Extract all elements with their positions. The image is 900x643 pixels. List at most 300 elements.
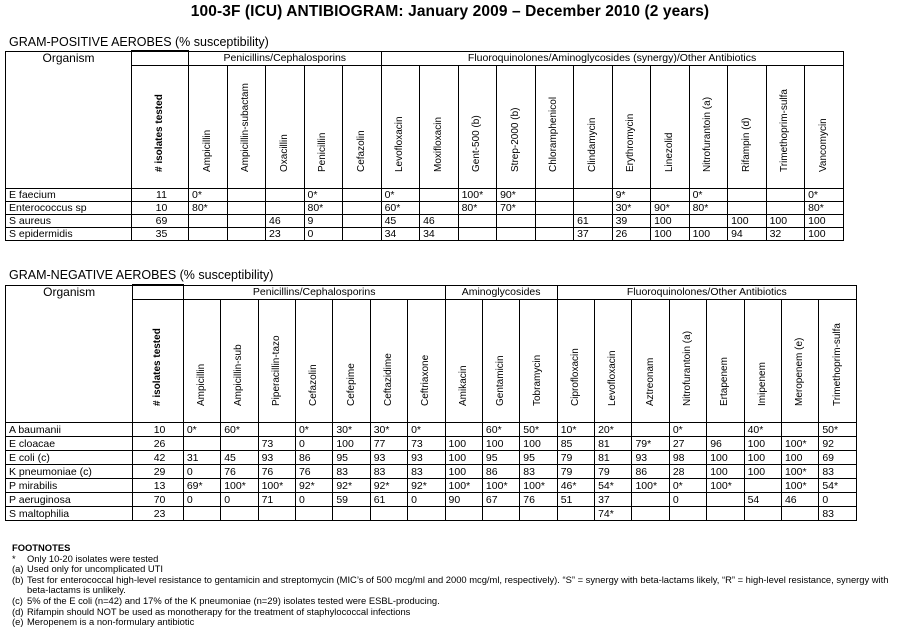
column-header-label: Ceftriaxone [420,354,432,406]
organism-name: E faecium [6,189,132,202]
susceptibility-cell: 23 [133,507,184,521]
susceptibility-cell: 100 [766,215,805,228]
susceptibility-cell: 31 [183,451,220,465]
column-header-label: Erythromycin [625,113,637,172]
susceptibility-cell: 100* [781,437,818,451]
susceptibility-cell [258,507,295,521]
organism-name: S aureus [6,215,132,228]
susceptibility-cell: 0 [304,228,343,241]
susceptibility-cell [781,507,818,521]
table-row [6,215,844,228]
drug-group-label: Aminoglycosides [445,285,557,300]
column-header [132,66,189,189]
susceptibility-cell: 90* [651,202,690,215]
gram-negative-table [5,284,857,521]
table-row [6,507,857,521]
column-header-label: Nitrofurantoin (a) [682,330,693,406]
organism-name: Enterococcus sp [6,202,132,215]
column-header-label: Trimethoprim-sulfa [831,323,843,406]
organism-label: Organism [43,285,96,299]
susceptibility-cell: 100 [445,437,482,451]
column-header-label: Cefepime [345,363,357,406]
susceptibility-cell: 86 [482,465,519,479]
susceptibility-cell: 100* [445,479,482,493]
table-row [6,493,857,507]
column-header-label: Trimethoprim-sulfa [779,89,791,172]
susceptibility-cell [707,423,744,437]
susceptibility-cell: 0 [295,493,332,507]
susceptibility-cell [766,189,805,202]
susceptibility-cell: 26 [612,228,651,241]
susceptibility-cell: 45 [221,451,258,465]
column-header-label: Ampicillin [201,129,213,172]
column-header [258,300,295,423]
organism-name: P mirabilis [6,479,133,493]
susceptibility-cell [728,189,767,202]
susceptibility-cell: 95 [520,451,557,465]
susceptibility-cell [227,215,266,228]
susceptibility-cell: 0 [408,493,445,507]
column-header [333,300,370,423]
susceptibility-cell: 77 [370,437,407,451]
column-header-label: Oxacillin [278,134,290,172]
susceptibility-cell: 51 [557,493,594,507]
column-header-label: Piperacillin-tazo [270,335,282,406]
column-header [497,66,536,189]
susceptibility-cell: 45 [381,215,420,228]
susceptibility-cell [420,202,459,215]
susceptibility-cell: 92 [819,437,857,451]
gram-negative-heading: GRAM-NEGATIVE AEROBES (% susceptibility) [9,268,274,282]
column-header [781,300,818,423]
susceptibility-cell: 100 [333,437,370,451]
column-header-label: # isolates tested [152,328,164,406]
susceptibility-cell [420,189,459,202]
susceptibility-cell: 86 [295,451,332,465]
susceptibility-cell: 61 [370,493,407,507]
susceptibility-cell [632,423,669,437]
susceptibility-cell: 95 [333,451,370,465]
table-row [6,202,844,215]
column-header-label: Chloramphenicol [548,96,560,172]
susceptibility-cell: 46 [781,493,818,507]
susceptibility-cell: 28 [669,465,706,479]
column-header [482,300,519,423]
table-row [6,228,844,241]
column-header [651,66,690,189]
susceptibility-cell: 35 [132,228,189,241]
column-header-label: Ampicillin [196,363,208,406]
susceptibility-cell [574,189,613,202]
susceptibility-cell: 100 [651,215,690,228]
susceptibility-cell: 26 [133,437,184,451]
footnote-key: (e) [12,616,24,628]
susceptibility-cell: 79 [557,465,594,479]
column-header [221,300,258,423]
column-header-label: Ceftazidime [382,353,394,406]
susceptibility-cell: 81 [595,437,632,451]
susceptibility-cell: 50* [819,423,857,437]
susceptibility-cell [744,507,781,521]
susceptibility-cell: 90* [497,189,536,202]
susceptibility-cell [744,479,781,493]
susceptibility-cell: 37 [595,493,632,507]
susceptibility-cell: 83 [819,465,857,479]
susceptibility-cell: 10 [132,202,189,215]
susceptibility-cell: 80* [689,202,728,215]
susceptibility-cell: 92* [333,479,370,493]
susceptibility-cell: 100* [781,465,818,479]
column-header-label: Rifampin (d) [740,117,752,172]
susceptibility-cell [295,507,332,521]
organism-name: S epidermidis [6,228,132,241]
susceptibility-cell: 20* [595,423,632,437]
column-header [689,66,728,189]
susceptibility-cell: 79* [632,437,669,451]
column-header [227,66,266,189]
column-header-label: Ertapenem [719,357,731,406]
susceptibility-cell: 54* [819,479,857,493]
susceptibility-cell: 29 [133,465,184,479]
susceptibility-cell: 9 [304,215,343,228]
column-header [183,300,220,423]
footnote-key: (b) [12,573,24,585]
susceptibility-cell: 54* [595,479,632,493]
column-header-label: Gentamicin [495,355,507,406]
susceptibility-cell: 100 [781,451,818,465]
susceptibility-cell: 11 [132,189,189,202]
susceptibility-cell [343,189,382,202]
susceptibility-cell [651,189,690,202]
susceptibility-cell: 79 [557,451,594,465]
susceptibility-cell: 100 [707,451,744,465]
susceptibility-cell: 69* [183,479,220,493]
susceptibility-cell: 9* [612,189,651,202]
susceptibility-cell: 100 [445,451,482,465]
susceptibility-cell: 100* [458,189,497,202]
susceptibility-cell: 94 [728,228,767,241]
organism-name: E cloacae [6,437,133,451]
table-row [6,479,857,493]
table-row [6,465,857,479]
column-header [744,300,781,423]
susceptibility-cell: 80* [805,202,844,215]
susceptibility-cell: 0* [189,189,228,202]
susceptibility-cell [227,228,266,241]
susceptibility-cell: 70* [497,202,536,215]
column-header [420,66,459,189]
susceptibility-cell [266,189,305,202]
footnote-item [12,575,897,596]
column-header [370,300,407,423]
susceptibility-cell: 59 [333,493,370,507]
susceptibility-cell [728,202,767,215]
column-header [381,66,420,189]
susceptibility-cell [227,189,266,202]
susceptibility-cell [632,493,669,507]
susceptibility-cell [183,507,220,521]
column-header [574,66,613,189]
susceptibility-cell [707,493,744,507]
susceptibility-cell: 23 [266,228,305,241]
susceptibility-cell [574,202,613,215]
footnote-text: Meropenem is a non-formulary antibiotic [27,616,195,628]
susceptibility-cell [535,189,574,202]
susceptibility-cell: 80* [189,202,228,215]
susceptibility-cell: 100 [651,228,690,241]
susceptibility-cell: 46 [420,215,459,228]
column-header [805,66,844,189]
organism-name: E coli (c) [6,451,133,465]
gram-positive-heading: GRAM-POSITIVE AEROBES (% susceptibility) [9,35,269,49]
susceptibility-cell: 100 [805,228,844,241]
table-row [6,189,844,202]
susceptibility-cell: 54 [744,493,781,507]
susceptibility-cell: 100 [520,437,557,451]
organism-name: S maltophilia [6,507,133,521]
page-title: 100-3F (ICU) ANTIBIOGRAM: January 2009 – December 2010 (2 years) [190,3,710,20]
footnotes [12,543,897,628]
susceptibility-cell: 0 [819,493,857,507]
column-header-label: Aztreonam [644,357,656,406]
column-header-label: Levofloxacin [394,116,406,172]
footnote-text: Used only for uncomplicated UTI [27,563,163,575]
table-row [6,451,857,465]
susceptibility-cell: 10* [557,423,594,437]
organism-header [6,285,133,423]
susceptibility-cell: 46* [557,479,594,493]
column-header [819,300,857,423]
column-header [669,300,706,423]
susceptibility-cell [557,507,594,521]
group-blank [132,51,189,66]
susceptibility-cell: 0 [669,493,706,507]
susceptibility-cell: 0* [669,479,706,493]
column-header-label: Cefazolin [308,364,320,406]
susceptibility-cell: 60* [381,202,420,215]
column-header [766,66,805,189]
column-header-label: Tobramycin [532,354,544,406]
susceptibility-cell: 70 [133,493,184,507]
column-header [295,300,332,423]
susceptibility-cell [458,228,497,241]
column-header-label: Ciprofloxacin [569,348,581,406]
column-header-row [6,66,844,189]
susceptibility-cell: 92* [370,479,407,493]
footnote-key: (a) [12,563,24,575]
column-header [189,66,228,189]
susceptibility-cell [227,202,266,215]
column-header-label: Vancomycin [817,118,829,172]
susceptibility-cell: 74* [595,507,632,521]
susceptibility-cell: 0* [408,423,445,437]
susceptibility-cell: 32 [766,228,805,241]
susceptibility-cell: 83 [819,507,857,521]
susceptibility-cell: 76 [221,465,258,479]
susceptibility-cell: 79 [595,465,632,479]
susceptibility-cell: 30* [370,423,407,437]
table-row [6,437,857,451]
susceptibility-cell: 0* [381,189,420,202]
susceptibility-cell: 100 [445,465,482,479]
susceptibility-cell: 83 [333,465,370,479]
footnote-key: (c) [12,594,23,606]
column-header [408,300,445,423]
susceptibility-cell [343,228,382,241]
column-header-label: Imipenem [756,362,768,406]
susceptibility-cell: 100 [482,437,519,451]
column-header-label: Ampicillin-sub [233,344,245,406]
organism-name: K pneumoniae (c) [6,465,133,479]
susceptibility-cell: 100 [689,228,728,241]
susceptibility-cell: 98 [669,451,706,465]
susceptibility-cell [445,423,482,437]
susceptibility-cell: 73 [408,437,445,451]
column-header [632,300,669,423]
footnote-text: Rifampin should NOT be used as monotherapy for the treatment of staphylococcal infections [27,605,411,617]
column-header [595,300,632,423]
susceptibility-cell: 100 [805,215,844,228]
susceptibility-cell [781,423,818,437]
susceptibility-cell: 95 [482,451,519,465]
column-header [728,66,767,189]
column-header [520,300,557,423]
susceptibility-cell [189,215,228,228]
susceptibility-cell: 76 [258,465,295,479]
group-header-row [6,51,844,66]
susceptibility-cell [669,507,706,521]
susceptibility-cell: 100 [728,215,767,228]
susceptibility-cell: 60* [482,423,519,437]
susceptibility-cell: 93 [370,451,407,465]
susceptibility-cell: 0* [295,423,332,437]
column-header-label: Nitrofurantoin (a) [702,96,714,172]
susceptibility-cell [445,507,482,521]
susceptibility-cell: 0* [183,423,220,437]
column-header-label: Clindamycin [586,117,598,172]
column-header [445,300,482,423]
susceptibility-cell: 71 [258,493,295,507]
susceptibility-cell: 93 [408,451,445,465]
gram-positive-table [5,50,844,241]
column-header-label: # isolates tested [154,94,165,172]
susceptibility-cell: 30* [612,202,651,215]
column-header-label: Linezolid [663,132,675,172]
organism-header [6,51,132,189]
susceptibility-cell: 0* [805,189,844,202]
column-header [458,66,497,189]
susceptibility-cell [766,202,805,215]
footnote-key: (d) [12,605,24,617]
footnote-text: Test for enterococcal high-level resistance to gentamicin and streptomycin (MIC’s of 500 mcg/ml and 2000 mcg/ml, respectively). “S” = synergy with beta-lactams likely, “R” = high-level resistance, synergy with beta-lactams is unlikely. [27,573,889,596]
column-header-label: Penicillin [317,132,329,172]
column-header [535,66,574,189]
susceptibility-cell: 80* [458,202,497,215]
susceptibility-cell [183,437,220,451]
column-header [557,300,594,423]
susceptibility-cell: 37 [574,228,613,241]
susceptibility-cell [497,228,536,241]
organism-name: P aeruginosa [6,493,133,507]
susceptibility-cell [482,507,519,521]
footnote-item [12,617,897,628]
column-header-label: Amikacin [457,365,469,406]
susceptibility-cell [333,507,370,521]
susceptibility-cell: 0 [183,465,220,479]
susceptibility-cell: 46 [266,215,305,228]
susceptibility-cell: 100* [221,479,258,493]
susceptibility-cell: 83 [520,465,557,479]
susceptibility-cell: 42 [133,451,184,465]
column-header [304,66,343,189]
susceptibility-cell: 100* [482,479,519,493]
susceptibility-cell: 100* [707,479,744,493]
column-header [133,300,184,423]
susceptibility-cell: 100 [744,451,781,465]
susceptibility-cell [343,202,382,215]
susceptibility-cell: 73 [258,437,295,451]
susceptibility-cell: 100* [258,479,295,493]
susceptibility-cell: 40* [744,423,781,437]
drug-group-label: Penicillins/Cephalosporins [183,285,445,300]
susceptibility-cell: 76 [295,465,332,479]
susceptibility-cell [189,228,228,241]
susceptibility-cell: 34 [381,228,420,241]
susceptibility-cell [408,507,445,521]
susceptibility-cell: 0 [295,437,332,451]
susceptibility-cell: 50* [520,423,557,437]
column-header-label: Cefazolin [355,130,367,172]
susceptibility-cell [535,228,574,241]
drug-group-label: Penicillins/Cephalosporins [189,51,382,66]
group-blank [133,285,184,300]
column-header-label: Strep-2000 (b) [509,107,521,172]
susceptibility-cell: 67 [482,493,519,507]
column-header [343,66,382,189]
susceptibility-cell: 83 [408,465,445,479]
susceptibility-cell [370,507,407,521]
table-row [6,423,857,437]
susceptibility-cell [343,215,382,228]
susceptibility-cell: 0 [183,493,220,507]
susceptibility-cell: 100* [520,479,557,493]
susceptibility-cell: 86 [632,465,669,479]
susceptibility-cell [520,507,557,521]
susceptibility-cell [221,507,258,521]
susceptibility-cell [535,215,574,228]
susceptibility-cell: 92* [295,479,332,493]
susceptibility-cell [535,202,574,215]
susceptibility-cell: 76 [520,493,557,507]
susceptibility-cell: 80* [304,202,343,215]
susceptibility-cell [632,507,669,521]
organism-name: A baumanii [6,423,133,437]
susceptibility-cell: 85 [557,437,594,451]
column-header-label: Levofloxacin [607,350,619,406]
susceptibility-cell [497,215,536,228]
column-header [707,300,744,423]
susceptibility-cell: 13 [133,479,184,493]
susceptibility-cell: 96 [707,437,744,451]
column-header-label: Meropenem (e) [794,337,806,406]
susceptibility-cell [689,215,728,228]
susceptibility-cell: 39 [612,215,651,228]
column-header-label: Moxifloxacin [432,116,444,172]
susceptibility-cell [458,215,497,228]
group-header-row [6,285,857,300]
susceptibility-cell: 93 [632,451,669,465]
susceptibility-cell: 83 [370,465,407,479]
